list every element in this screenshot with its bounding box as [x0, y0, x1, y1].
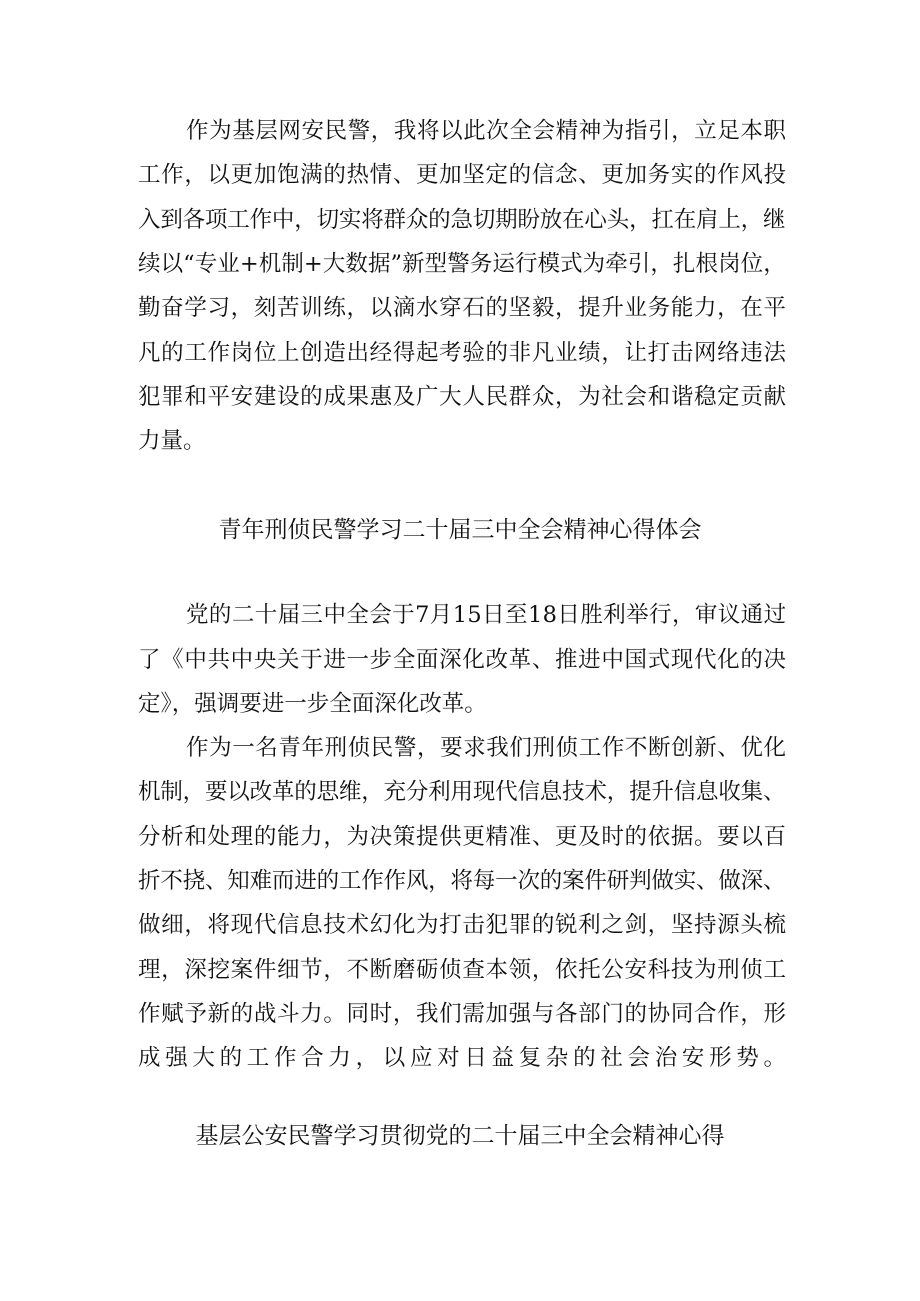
paragraph-line: 折不挠、知难而进的工作作风，将每一次的案件研判做实、做深、 [138, 868, 786, 894]
paragraph-line: 了《中共中央关于进一步全面深化改革、推进中国式现代化的决 [138, 647, 787, 673]
section2-title: 青年刑侦民警学习二十届三中全会精神心得体会 [218, 517, 702, 543]
paragraph-line: 作为一名青年刑侦民警，要求我们刑侦工作不断创新、优化 [186, 735, 787, 761]
paragraph-line: 机制，要以改革的思维，充分利用现代信息技术，提升信息收集、 [138, 779, 786, 805]
paragraph-line: 定》，强调要进一步全面深化改革。 [138, 691, 487, 717]
paragraph-line: 凡的工作岗位上创造出经得起考验的非凡业绩，让打击网络违法 [138, 340, 787, 366]
paragraph-line: 做细，将现代信息技术幻化为打击犯罪的锐利之剑，坚持源头梳 [138, 912, 787, 938]
paragraph-line: 犯罪和平安建设的成果惠及广大人民群众，为社会和谐稳定贡献 [138, 384, 787, 410]
paragraph-line: 作赋予新的战斗力。同时，我们需加强与各部门的协同合作，形 [138, 1001, 787, 1027]
paragraph-line: 入到各项工作中，切实将群众的急切期盼放在心头，扛在肩上，继 [138, 207, 786, 233]
paragraph-line: 作为基层网安民警，我将以此次全会精神为指引，立足本职 [186, 118, 787, 144]
paragraph-line: 理，深挖案件细节，不断磨砺侦查本领，依托公安科技为刑侦工 [138, 957, 787, 983]
section3-title: 基层公安民警学习贯彻党的二十届三中全会精神心得 [195, 1123, 725, 1149]
paragraph-line: 力量。 [138, 428, 206, 454]
paragraph-line: 党的二十届三中全会于7月15日至18日胜利举行，审议通过 [186, 602, 787, 628]
paragraph-line: 勤奋学习，刻苦训练，以滴水穿石的坚毅，提升业务能力，在平 [138, 295, 787, 321]
paragraph-line: 分析和处理的能力，为决策提供更精准、更及时的依据。要以百 [138, 824, 787, 850]
paragraph-line: 工作，以更加饱满的热情、更加坚定的信念、更加务实的作风投 [138, 162, 787, 188]
paragraph-line: 续以“专业+机制+大数据”新型警务运行模式为牵引，扎根岗位， [138, 251, 786, 277]
paragraph-line: 成强大的工作合力，以应对日益复杂的社会治安形势。 [138, 1045, 791, 1071]
